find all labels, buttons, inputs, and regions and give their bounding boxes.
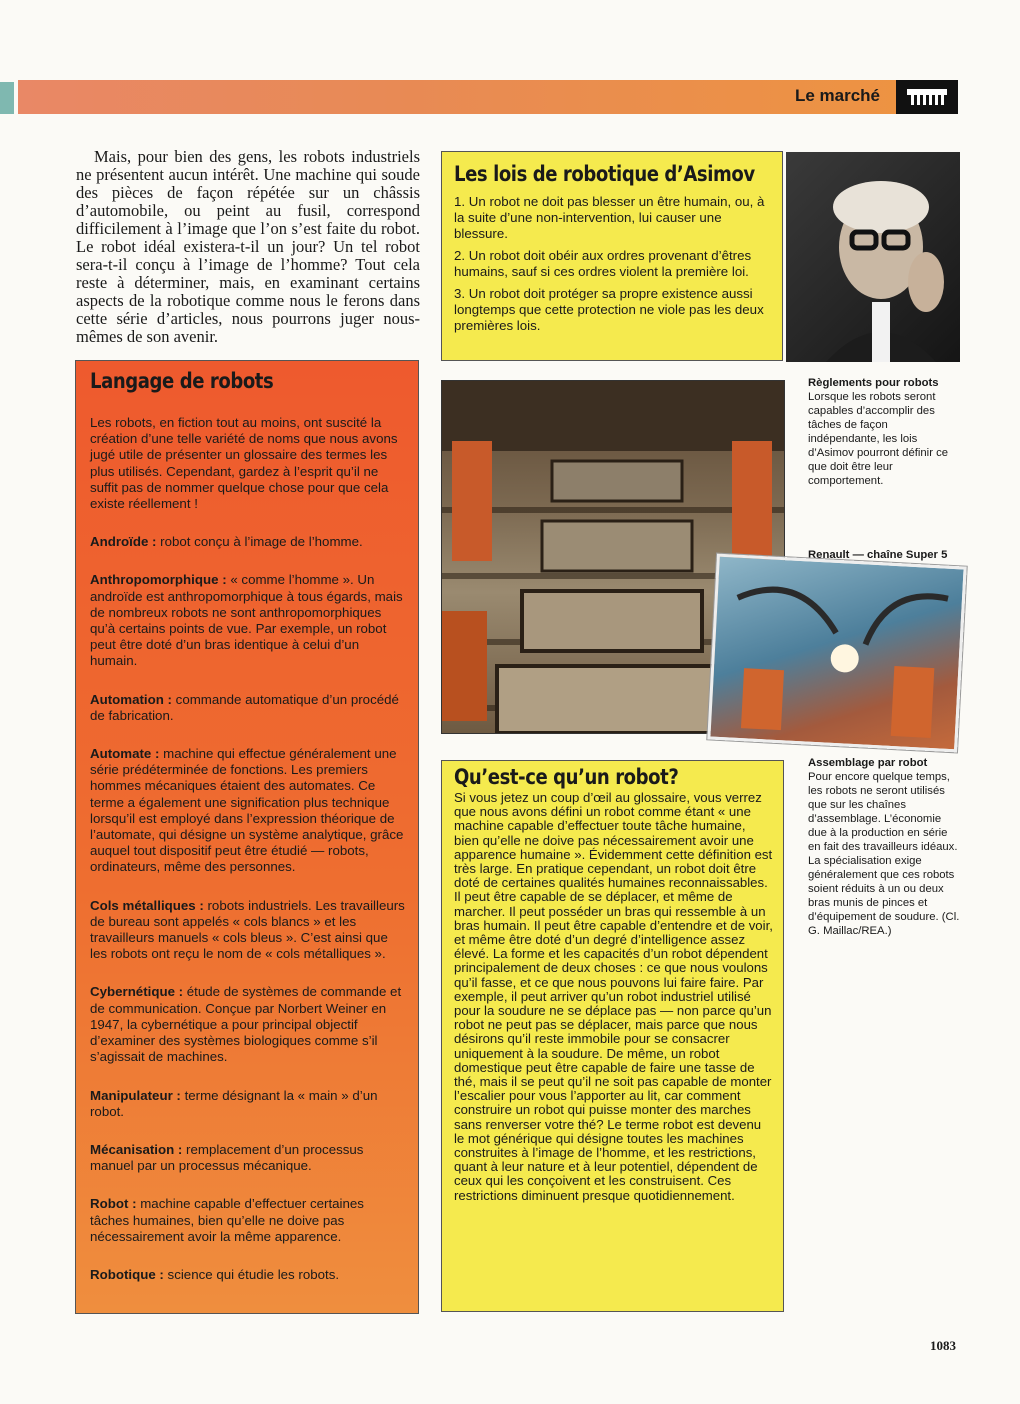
glossary-definition: « comme l’homme ». Un androïde est anthropomorphique à tous égards, mais de nombreux robots ne sont anthropomorphiques qu’à certains points de vue. Par exemple, un robot peut être doté d’un bras identique à celui d’un humain. bbox=[90, 572, 403, 669]
glossary-term: Cols métalliques : bbox=[90, 897, 204, 913]
page-number: 1083 bbox=[930, 1338, 956, 1353]
glossary-box bbox=[75, 360, 419, 1314]
what-is-robot-title: Qu’est-ce qu’un robot? bbox=[454, 765, 679, 789]
caption-assemblage-text: Pour encore quelque temps, les robots ne seront utilisés que sur les chaînes d’assemblage. L’économie due à la production en série en fait des travailleurs idéaux. La spécialisation exige généralement que ces robots soient réduits à un ou deux bras munis de pinces et d’équipement de soudure. (Cl. G. Maillac/REA.) bbox=[808, 771, 960, 937]
glossary-definition: machine qui effectue généralement une série prédéterminée de fonctions. Les premiers hommes mécaniques étaient des automates. Ce terme a également une signification plus technique lorsqu’il est employé dans l’expression théorique de l’automate, qui désigne un système analytique, grâce auquel tout dispositif peut être étudié — robots, ordinateurs, même des personnes. bbox=[90, 746, 404, 875]
asimov-laws-box bbox=[441, 151, 783, 361]
law-1: 1. Un robot ne doit pas blesser un être humain, ou, à la suite d’une non-intervention, lui causer une blessure. bbox=[454, 194, 765, 241]
welding-robots-photo bbox=[707, 554, 966, 753]
glossary-term: Robotique : bbox=[90, 1266, 164, 1282]
glossary-definition: commande automatique d’un procédé de fabrication. bbox=[90, 691, 399, 723]
glossary-definition: robot conçu à l’image de l’homme. bbox=[156, 534, 363, 550]
glossary-entry bbox=[90, 1196, 406, 1245]
glossary-definition: étude de systèmes de commande et de communication. Conçue par Norbert Weiner en 1947, la cybernétique a pour principal objectif d’examiner des systèmes biologiques comme s’il s’agissait de machines. bbox=[90, 984, 402, 1065]
section-header-band bbox=[18, 80, 958, 114]
caption-reglements-title: Règlements pour robots bbox=[808, 377, 939, 389]
glossary-term: Automate : bbox=[90, 746, 160, 762]
section-label: Le marché bbox=[794, 86, 880, 105]
caption-assemblage-title: Assemblage par robot bbox=[808, 757, 928, 769]
glossary-term: Manipulateur : bbox=[90, 1087, 181, 1103]
glossary-definition: terme désignant la « main » d’un robot. bbox=[90, 1087, 378, 1119]
glossary-entry bbox=[90, 1088, 406, 1120]
caption-reglements-text: Lorsque les robots seront capables d’accomplir des tâches de façon indépendante, les lois d’Asimov pourront définir ce que doit être leur comportement. bbox=[808, 391, 949, 487]
glossary-term: Automation : bbox=[90, 691, 172, 707]
glossary-definition: machine capable d’effectuer certaines tâches humaines, bien qu’elle ne doive pas nécessairement avoir la même apparence. bbox=[90, 1196, 364, 1244]
glossary-term: Robot : bbox=[90, 1196, 137, 1212]
margin-color-strip bbox=[0, 82, 14, 114]
glossary-term: Cybernétique : bbox=[90, 984, 184, 1000]
law-3: 3. Un robot doit protéger sa propre existence aussi longtemps que cette protection ne viole pas les deux premières lois. bbox=[454, 286, 764, 333]
glossary-title: Langage de robots bbox=[90, 369, 274, 393]
glossary-entry bbox=[90, 898, 406, 963]
glossary-entry bbox=[90, 1142, 406, 1174]
intro-paragraph: Mais, pour bien des gens, les robots industriels ne présentent aucun intérêt. Une machine qui soude des pièces de façon répétée sur un châssis d’automobile, ou peint au fusil, correspond difficilement à l’image que l’on s’est faite du robot. Le robot idéal existera-t-il un jour? Un tel robot sera-t-il conçu à l’image de l’homme? Tout cela reste à déterminer, mais, en examinant certains aspects de la robotique comme nous le ferons dans cette série d’articles, nous pourrons juger nous-mêmes de son avenir. bbox=[76, 147, 420, 346]
law-2: 2. Un robot doit obéir aux ordres provenant d’êtres humains, sauf si ces ordres violent la première loi. bbox=[454, 248, 752, 279]
caption-renault-title: Renault — chaîne Super 5 bbox=[808, 549, 948, 561]
what-is-robot-text: Si vous jetez un coup d’œil au glossaire, vous verrez que nous avons défini un robot comme étant « une machine capable d’effectuer toute tâche humaine, bien qu’elle ne doive pas nécessairement avoir une apparence humaine ». Évidemment cette définition est très large. En pratique cependant, un robot doit être doté de certaines qualités humaines reconnaissables. Il peut être capable de se déplacer, et même de marcher. Il peut posséder un bras qui ressemble à un bras humain. Il peut être capable d’entendre et de voir, et même être doté d’un degré d’intelligence assez élevé. La forme et les capacités d’un robot dépendent principalement de deux choses : ce que nous voulons qu’il fasse, et ce que nous pouvons lui faire faire. Par exemple, il peut arriver qu’un robot industriel utilisé pour la soudure ne se déplace pas — non parce qu’un robot ne peut pas se déplacer, mais parce que nous désirons qu’il reste immobile pour se consacrer uniquement à la soudure. De même, un robot domestique peut être capable de faire une tasse de thé, mais il se peut qu’il ne soit pas capable de monter l’escalier pour vous l’apporter au lit, car comment construire un robot qui puisse monter des marches sans renverser votre thé? Le terme robot est devenu le mot générique qui désigne toutes les machines construites à l’image de l’homme, et les restrictions, quant à leur nature et à leur potentiel, dépendent de ceux qui les conçoivent et les construisent. Ces restrictions diminuent presque quotidiennement. bbox=[454, 790, 773, 1203]
caption-reglements bbox=[808, 376, 960, 488]
glossary-definition: remplacement d’un processus manuel par un processus mécanique. bbox=[90, 1141, 364, 1174]
glossary-entry bbox=[90, 746, 406, 876]
glossary-entry bbox=[90, 1267, 406, 1283]
glossary-entry bbox=[90, 692, 406, 724]
asimov-title: Les lois de robotique d’Asimov bbox=[454, 162, 755, 186]
glossary-entry bbox=[90, 534, 406, 550]
glossary-intro: Les robots, en fiction tout au moins, ont suscité la création d’une telle variété de noms que nous avons jugé utile de présenter un glossaire des termes les plus utilisés. Cependant, gardez à l’esprit qu’il ne suffit pas de nommer quelque chose pour que cela existe réellement ! bbox=[90, 415, 398, 512]
asimov-portrait-photo bbox=[786, 152, 960, 362]
glossary-definition: science qui étudie les robots. bbox=[163, 1266, 340, 1282]
what-is-robot-box bbox=[441, 760, 784, 1312]
glossary-term: Mécanisation : bbox=[90, 1141, 183, 1157]
glossary-entry bbox=[90, 572, 406, 669]
comb-icon bbox=[896, 80, 958, 114]
caption-assemblage bbox=[808, 756, 960, 938]
glossary-term: Anthropomorphique : bbox=[90, 572, 227, 588]
glossary-term: Androïde : bbox=[90, 534, 157, 550]
glossary-definition: robots industriels. Les travailleurs de bureau sont appelés « cols blancs » et les travailleurs manuels « cols bleus ». C’est ainsi que les robots ont reçu le nom de « cols métalliques ». bbox=[90, 897, 405, 962]
glossary-entry bbox=[90, 984, 406, 1065]
